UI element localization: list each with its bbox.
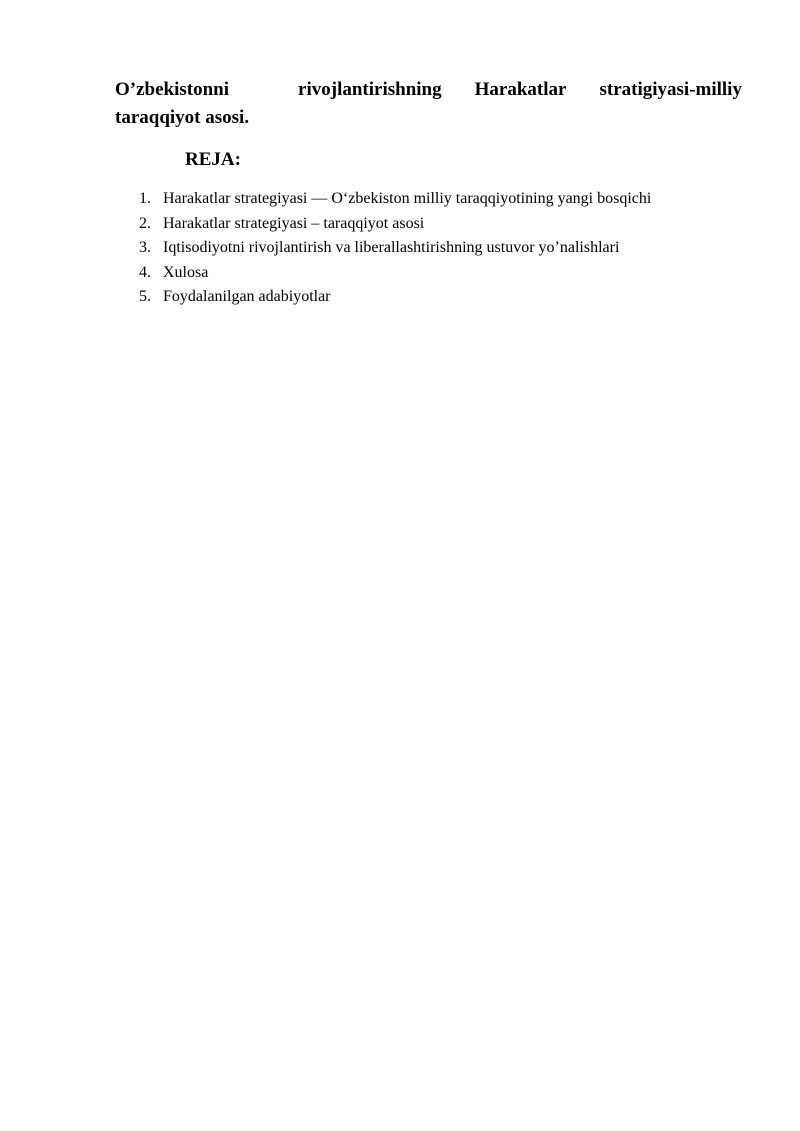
plan-heading: REJA:	[185, 149, 241, 170]
plan-item-number: 5.	[139, 288, 151, 306]
plan-list-item	[139, 285, 759, 310]
plan-item-number: 2.	[139, 214, 151, 232]
plan-item-text: Xulosa	[163, 263, 209, 281]
plan-list	[139, 187, 759, 310]
title-word: rivojlantirishning	[298, 79, 442, 100]
plan-item-text: Iqtisodiyotni rivojlantirish va liberallashtirishning ustuvor yo’nalishlari	[163, 239, 620, 257]
plan-item-text: Harakatlar strategiyasi — O‘zbekiston milliy taraqqiyotining yangi bosqichi	[163, 190, 652, 207]
plan-item-number: 3.	[139, 239, 151, 257]
title-word: Harakatlar	[474, 79, 567, 100]
plan-list-item	[139, 261, 759, 286]
plan-list-item	[139, 212, 759, 237]
plan-item-number: 4.	[139, 263, 151, 281]
title-line-2: taraqqiyot asosi.	[115, 107, 250, 128]
plan-item-number: 1.	[139, 190, 151, 207]
title-word: stratigiyasi-milliy	[599, 79, 742, 100]
plan-list-item	[139, 187, 759, 212]
document-title	[115, 76, 742, 132]
title-line-1	[115, 76, 742, 104]
plan-item-text: Foydalanilgan adabiyotlar	[163, 288, 331, 306]
plan-item-text: Harakatlar strategiyasi – taraqqiyot asosi	[163, 214, 425, 232]
plan-list-item	[139, 236, 759, 261]
title-word: O’zbekistonni	[115, 79, 230, 100]
